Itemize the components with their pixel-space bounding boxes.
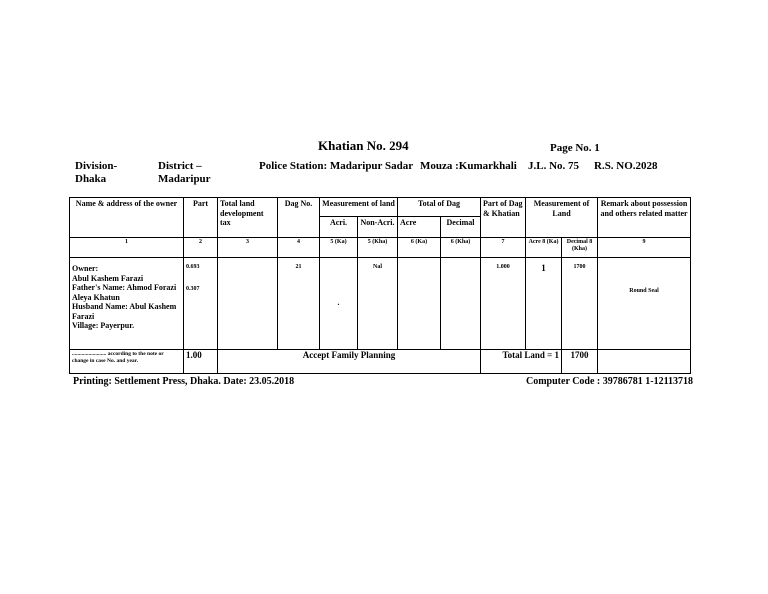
col-num-9: 9 xyxy=(598,238,691,258)
col-num-1: 1 xyxy=(70,238,184,258)
col-header-tax: Total land development tax xyxy=(218,198,278,238)
col-header-non-acri: Non-Acri. xyxy=(358,217,398,238)
col-num-6kha: 6 (Kha) xyxy=(441,238,481,258)
acre-cell: 1 xyxy=(526,258,562,350)
total-decimal-cell: 1700 xyxy=(562,350,598,374)
col-num-5kha: 5 (Kha) xyxy=(358,238,398,258)
total-part-cell: 1.00 xyxy=(184,350,218,374)
total-dag-acre-cell xyxy=(398,258,441,350)
decimal-cell: 1700 xyxy=(562,258,598,350)
col-header-decimal: Decimal xyxy=(441,217,481,238)
part-value-2: 0.307 xyxy=(186,286,200,292)
note-cell: ......................... according to the note or change in case No. and year. xyxy=(70,350,184,374)
col-header-part: Part xyxy=(184,198,218,238)
district-label: District – xyxy=(158,160,202,172)
owner-name: Abul Kashem Farazi xyxy=(72,273,144,283)
district-block xyxy=(158,160,211,186)
col-header-total-dag: Total of Dag xyxy=(398,198,481,217)
printing-info: Printing: Settlement Press, Dhaka. Date: 23.05.2018 xyxy=(73,376,295,387)
owner-cell xyxy=(70,258,184,350)
part-cell xyxy=(184,258,218,350)
total-dag-decimal-cell xyxy=(441,258,481,350)
owner-name-2: Aleya Khatun xyxy=(72,292,120,302)
col-header-name-address: Name & address of the owner xyxy=(70,198,184,238)
total-land-cell: Total Land = 1 xyxy=(481,350,562,374)
col-header-measurement-land: Measurement of Land xyxy=(526,198,598,238)
col-header-measurement: Measurement of land xyxy=(320,198,398,217)
col-num-7: 7 xyxy=(481,238,526,258)
col-num-2: 2 xyxy=(184,238,218,258)
mouza: Mouza :Kumarkhali xyxy=(420,160,517,172)
owner-label: Owner: xyxy=(72,264,99,273)
family-planning-cell: Accept Family Planning xyxy=(218,350,481,374)
dag-no-cell: 21 xyxy=(278,258,320,350)
col-num-8ka: Acre 8 (Ka) xyxy=(526,238,562,258)
remark-cell: Round Seal xyxy=(598,258,691,350)
division-block xyxy=(75,160,117,186)
owner-husband: Husband Name: Abul Kashem Farazi xyxy=(72,302,177,321)
district-value: Madaripur xyxy=(158,173,211,185)
owner-village: Village: Payerpur. xyxy=(72,321,135,330)
col-header-acre: Acre xyxy=(398,217,441,238)
police-station: Police Station: Madaripur Sadar xyxy=(259,160,414,172)
dot-mark: . xyxy=(337,298,340,307)
acri-cell xyxy=(320,258,358,350)
col-num-6ka: 6 (Ka) xyxy=(398,238,441,258)
col-num-8kha: Decimal 8 (Kha) xyxy=(562,238,598,258)
page-number: Page No. 1 xyxy=(550,142,600,154)
part-of-dag-cell: 1.000 xyxy=(481,258,526,350)
division-label: Division- xyxy=(75,160,118,172)
part-value-1: 0.693 xyxy=(186,264,200,270)
col-header-part-of-dag: Part of Dag & Khatian xyxy=(481,198,526,238)
col-num-4: 4 xyxy=(278,238,320,258)
col-header-dag-no: Dag No. xyxy=(278,198,320,238)
rs-number: R.S. NO.2028 xyxy=(594,160,658,172)
computer-code: Computer Code : 39786781 1-12113718 xyxy=(526,376,694,387)
non-acri-cell: Nal xyxy=(358,258,398,350)
col-header-remark: Remark about possession and others related matter xyxy=(598,198,691,238)
owner-father: Father's Name: Ahmod Forazi xyxy=(72,283,177,292)
col-num-3: 3 xyxy=(218,238,278,258)
khatian-title: Khatian No. 294 xyxy=(318,138,409,153)
jl-number: J.L. No. 75 xyxy=(528,160,580,172)
col-header-acri: Acri. xyxy=(320,217,358,238)
col-num-5ka: 5 (Ka) xyxy=(320,238,358,258)
tax-cell xyxy=(218,258,278,350)
footer-remark-cell xyxy=(598,350,691,374)
division-value: Dhaka xyxy=(75,173,107,185)
khatian-table xyxy=(69,197,691,374)
